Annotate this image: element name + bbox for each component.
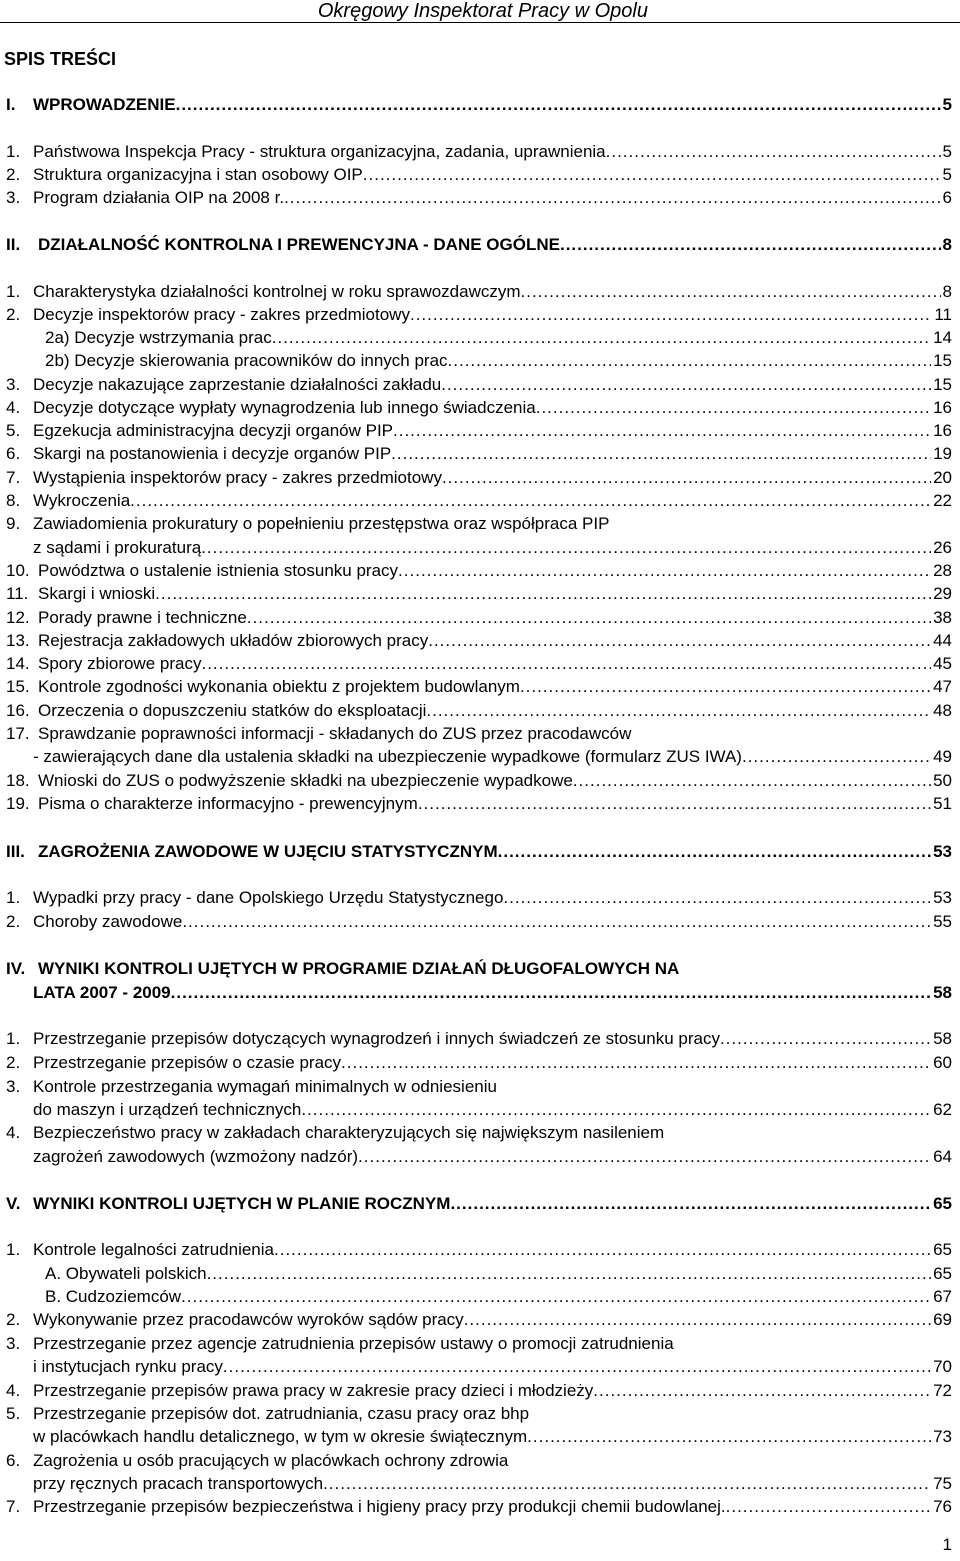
toc-entry-number: 1. <box>6 1240 21 1259</box>
toc-entry-page: 53 <box>933 888 952 907</box>
leader-dots <box>450 1193 931 1215</box>
toc-entry-title: Orzeczenia o dopuszczeniu statków do eksploatacji <box>38 701 427 720</box>
toc-entry-number: 11. <box>6 584 29 603</box>
toc-entry-page: 65 <box>933 1194 952 1213</box>
leader-dots <box>155 583 931 605</box>
toc-entry-number: V. <box>6 1194 21 1213</box>
toc-entry-number: 2. <box>6 1310 21 1329</box>
toc-entry-number: 13. <box>6 631 30 650</box>
toc-entry-title: Skargi na postanowienia i decyzje organów PIP <box>33 444 392 463</box>
toc-entry-number: 9. <box>6 514 21 533</box>
leader-dots <box>503 887 931 909</box>
toc-entry-page: 73 <box>933 1427 952 1446</box>
toc-entry[interactable] <box>6 141 952 163</box>
toc-entry-title: Kontrole przestrzegania wymagań minimalnych w odniesieniu <box>33 1077 497 1096</box>
toc-entry-number: 1. <box>6 142 21 161</box>
toc-entry-number: 3. <box>6 375 21 394</box>
toc-entry-title: Państwowa Inspekcja Pracy - struktura organizacyjna, zadania, uprawnienia <box>33 142 606 161</box>
leader-dots <box>247 607 931 629</box>
toc-entry-page: 26 <box>933 538 952 557</box>
toc-entry-title: i instytucjach rynku pracy <box>33 1357 223 1376</box>
leader-dots <box>521 281 941 303</box>
toc-entry[interactable] <box>6 443 952 465</box>
toc-entry-page: 58 <box>933 1029 952 1048</box>
toc-entry-title: Przestrzeganie przepisów dotyczących wynagrodzeń i innych świadczeń ze stosunku pracy <box>33 1029 720 1048</box>
toc-entry-page: 15 <box>933 375 952 394</box>
toc-entry-page: 58 <box>933 983 952 1002</box>
toc-entry-title: Powództwa o ustalenie istnienia stosunku pracy <box>38 561 399 580</box>
toc-entry[interactable] <box>6 1426 952 1448</box>
leader-dots <box>363 164 941 186</box>
toc-entry-title: w placówkach handlu detalicznego, w tym w okresie świątecznym <box>33 1427 528 1446</box>
toc-entry-title: Egzekucja administracyjna decyzji organów PIP <box>33 421 394 440</box>
toc-entry-page: 8 <box>942 282 952 301</box>
toc-entry-page: 8 <box>942 235 952 254</box>
toc-entry[interactable] <box>6 1450 952 1472</box>
toc-entry-page <box>950 1333 952 1355</box>
toc-entry[interactable] <box>6 676 952 698</box>
toc-entry-title: Decyzje nakazujące zaprzestanie działalności zakładu <box>33 375 442 394</box>
toc-entry[interactable] <box>6 1028 952 1050</box>
leader-dots <box>171 982 931 1004</box>
leader-dots <box>679 958 950 980</box>
leader-dots <box>418 793 931 815</box>
leader-dots <box>181 1286 931 1308</box>
leader-dots <box>742 746 931 768</box>
toc-entry-page: 70 <box>933 1357 952 1376</box>
leader-dots <box>182 911 931 933</box>
toc-entry-number: 19. <box>6 794 30 813</box>
toc-entry-page: 45 <box>933 654 952 673</box>
toc-entry[interactable] <box>6 583 952 605</box>
toc-entry-page <box>950 1076 952 1098</box>
toc-entry-title: Przestrzeganie przez agencje zatrudnienia przepisów ustawy o promocji zatrudnienia <box>33 1334 674 1353</box>
toc-entry-number: 3. <box>6 1334 21 1353</box>
toc-entry-title: - zawierających dane dla ustalenia składki na ubezpieczenie wypadkowe (formularz ZUS IWA) <box>33 747 742 766</box>
toc-entry-page: 62 <box>933 1100 952 1119</box>
toc-entry-page <box>950 513 952 535</box>
toc-entry-number: 1. <box>6 1029 21 1048</box>
leader-dots <box>631 723 950 745</box>
toc-entry-number: 12. <box>6 608 30 627</box>
toc-entry[interactable] <box>6 793 952 815</box>
toc-entry[interactable] <box>6 1333 952 1355</box>
toc-entry[interactable] <box>6 350 952 372</box>
toc-entry-title: 2b) Decyzje skierowania pracowników do innych prac <box>45 351 448 370</box>
toc-title: SPIS TREŚCI <box>4 49 117 69</box>
toc-entry-number: 6. <box>6 1451 21 1470</box>
toc-entry-page <box>950 1403 952 1425</box>
toc-entry[interactable] <box>6 630 952 652</box>
toc-entry-number: III. <box>6 842 25 861</box>
toc-entry-title: WYNIKI KONTROLI UJĘTYCH W PLANIE ROCZNYM <box>33 1194 451 1213</box>
toc-entry-page: 67 <box>933 1287 952 1306</box>
toc-entry-number: I. <box>6 95 16 114</box>
leader-dots <box>529 1403 950 1425</box>
toc-entry-title: Program działania OIP na 2008 r. <box>33 188 285 207</box>
toc-entry-page: 38 <box>933 608 952 627</box>
toc-entry-title: Spory zbiorowe pracy <box>38 654 202 673</box>
toc-entry-number: 17. <box>6 724 30 743</box>
toc-entry-page: 29 <box>933 584 952 603</box>
toc-entry[interactable] <box>6 982 952 1004</box>
toc-entry-page: 64 <box>933 1147 952 1166</box>
toc-entry-title: Wykonywanie przez pracodawców wyroków sądów pracy <box>33 1310 464 1329</box>
header-title: Okręgowy Inspektorat Pracy w Opolu <box>317 0 648 22</box>
leader-dots <box>284 187 940 209</box>
toc-entry-title: WPROWADZENIE <box>33 95 176 114</box>
toc-entry-title: Charakterystyka działalności kontrolnej w roku sprawozdawczym <box>33 282 521 301</box>
toc-entry-page <box>950 1450 952 1472</box>
leader-dots <box>410 304 932 326</box>
toc-entry-title: przy ręcznych pracach transportowych <box>33 1474 324 1493</box>
page-number: 1 <box>942 1535 952 1554</box>
toc-entry[interactable] <box>6 607 952 629</box>
toc-entry-page: 5 <box>942 95 952 114</box>
toc-entry[interactable] <box>6 746 952 768</box>
toc-entry[interactable] <box>6 1286 952 1308</box>
toc-entry[interactable] <box>6 560 952 582</box>
toc-entry-number: 2. <box>6 165 21 184</box>
toc-entry[interactable] <box>6 653 952 675</box>
toc-entry-page: 53 <box>933 842 952 861</box>
toc-entry[interactable] <box>6 1076 952 1098</box>
toc-entry[interactable] <box>6 1099 952 1121</box>
toc-entry-number: 1. <box>6 282 21 301</box>
leader-dots <box>520 676 931 698</box>
toc-entry-title: Kontrole zgodności wykonania obiektu z projektem budowlanym <box>38 677 520 696</box>
toc-entry-title: Zawiadomienia prokuratury o popełnieniu przestępstwa oraz współpraca PIP <box>33 514 610 533</box>
toc-entry-number: 16. <box>6 701 30 720</box>
toc-entry-title: Wykroczenia <box>33 491 131 510</box>
toc-entry-number: 3. <box>6 1077 21 1096</box>
leader-dots <box>536 397 931 419</box>
toc-entry-page: 48 <box>933 701 952 720</box>
toc-entry-title: z sądami i prokuraturą <box>33 538 202 557</box>
toc-entry-title: Struktura organizacyjna i stan osobowy OIP <box>33 165 363 184</box>
leader-dots <box>441 374 931 396</box>
leader-dots <box>272 327 931 349</box>
toc-entry-page: 20 <box>933 468 952 487</box>
toc-entry-title: Skargi i wnioski <box>38 584 156 603</box>
toc-entry-title: Decyzje inspektorów pracy - zakres przedmiotowy <box>33 305 410 324</box>
leader-dots <box>609 513 950 535</box>
leader-dots <box>391 443 931 465</box>
toc-entry-page: 11 <box>934 305 952 324</box>
toc-entry[interactable] <box>6 164 952 186</box>
leader-dots <box>508 1450 950 1472</box>
toc-entry-title: Wystąpienia inspektorów pracy - zakres przedmiotowy <box>33 468 442 487</box>
toc-entry-title: 2a) Decyzje wstrzymania prac <box>45 328 272 347</box>
toc-entry-title: WYNIKI KONTROLI UJĘTYCH W PROGRAMIE DZIAŁAŃ DŁUGOFALOWYCH NA <box>38 959 680 978</box>
toc-entry-number: II. <box>6 235 21 254</box>
toc-entry-page: 51 <box>933 794 952 813</box>
toc-entry-page: 15 <box>933 351 952 370</box>
toc-entry[interactable] <box>6 1193 952 1215</box>
toc-entry-title: Rejestracja zakładowych układów zbiorowych pracy <box>38 631 429 650</box>
toc-entry-title: Sprawdzanie poprawności informacji - składanych do ZUS przez pracodawców <box>38 724 632 743</box>
toc-entry[interactable] <box>6 1496 952 1518</box>
toc-entry-page: 28 <box>933 561 952 580</box>
toc-entry[interactable] <box>6 537 952 559</box>
toc-entry-page: 14 <box>933 328 952 347</box>
toc-entry-number: 18. <box>6 771 30 790</box>
toc-entry[interactable] <box>6 700 952 722</box>
leader-dots <box>176 94 941 116</box>
toc-entry-title: Zagrożenia u osób pracujących w placówkach ochrony zdrowia <box>33 1451 509 1470</box>
toc-entry-title: Decyzje dotyczące wypłaty wynagrodzenia lub innego świadczenia <box>33 398 536 417</box>
toc-entry-title: Przestrzeganie przepisów prawa pracy w zakresie pracy dzieci i młodzieży <box>33 1381 594 1400</box>
toc-entry-number: 2. <box>6 912 21 931</box>
toc-entry-number: 15. <box>6 677 30 696</box>
leader-dots <box>442 467 931 489</box>
page-header <box>0 0 960 23</box>
toc-entry-page: 5 <box>942 142 952 161</box>
toc-entry[interactable] <box>6 1052 952 1074</box>
toc-entry-title: zagrożeń zawodowych (wzmożony nadzór) <box>33 1147 359 1166</box>
leader-dots <box>223 1356 931 1378</box>
toc-entry-page: 72 <box>933 1381 952 1400</box>
toc-entry-page <box>950 1122 952 1144</box>
leader-dots <box>573 770 931 792</box>
leader-dots <box>301 1099 931 1121</box>
toc-entry[interactable] <box>6 1263 952 1285</box>
toc-entry[interactable] <box>6 1380 952 1402</box>
toc-entry[interactable] <box>6 327 952 349</box>
toc-entry-title: Przestrzeganie przepisów dot. zatrudniania, czasu pracy oraz bhp <box>33 1404 530 1423</box>
toc-entry-number: 4. <box>6 398 21 417</box>
toc-entry-title: Wnioski do ZUS o podwyższenie składki na ubezpieczenie wypadkowe <box>38 771 573 790</box>
toc-entry[interactable] <box>6 723 952 745</box>
toc-entry[interactable] <box>6 374 952 396</box>
leader-dots <box>201 537 931 559</box>
toc-entry-title: Kontrole legalności zatrudnienia <box>33 1240 274 1259</box>
leader-dots <box>527 1426 931 1448</box>
toc-entry-page: 16 <box>933 421 952 440</box>
toc-entry-title: ZAGROŻENIA ZAWODOWE W UJĘCIU STATYSTYCZNYM <box>38 842 498 861</box>
toc-entry-title: do maszyn i urządzeń technicznych <box>33 1100 302 1119</box>
toc-entry-page: 55 <box>933 912 952 931</box>
toc-entry[interactable] <box>6 187 952 209</box>
toc-entry[interactable] <box>6 1403 952 1425</box>
toc-entry-title: Przestrzeganie przepisów bezpieczeństwa i higieny pracy przy produkcji chemii budowlanej. <box>33 1497 726 1516</box>
leader-dots <box>664 1122 950 1144</box>
leader-dots <box>464 1309 931 1331</box>
toc-entry[interactable] <box>6 841 952 863</box>
toc-entry-page: 5 <box>942 165 952 184</box>
toc-entry[interactable] <box>6 1146 952 1168</box>
leader-dots <box>606 141 941 163</box>
toc-entry[interactable] <box>6 911 952 933</box>
leader-dots <box>323 1473 931 1495</box>
toc-entry-number: 8. <box>6 491 21 510</box>
toc-entry[interactable] <box>6 281 952 303</box>
toc-entry-page: 76 <box>933 1497 952 1516</box>
toc-entry-number: 6. <box>6 444 21 463</box>
leader-dots <box>201 653 931 675</box>
toc-entry-page: 44 <box>933 631 952 650</box>
toc-entry[interactable] <box>6 1309 952 1331</box>
toc-entry[interactable] <box>6 397 952 419</box>
toc-entry[interactable] <box>6 958 952 980</box>
toc-entry-title: B. Cudzoziemców <box>45 1287 182 1306</box>
toc-entry-page: 65 <box>933 1264 952 1283</box>
toc-entry-number: 7. <box>6 1497 21 1516</box>
leader-dots <box>207 1263 932 1285</box>
toc-entry-number: 4. <box>6 1381 21 1400</box>
toc-entry-number: 5. <box>6 1404 21 1423</box>
toc-entry-number: 2. <box>6 305 21 324</box>
toc-entry-number: 3. <box>6 188 21 207</box>
toc-entry-number: 1. <box>6 888 21 907</box>
toc-entry[interactable] <box>6 234 952 256</box>
toc-entry-page: 16 <box>933 398 952 417</box>
leader-dots <box>498 841 931 863</box>
toc-entry-number: 10. <box>6 561 30 580</box>
toc-entry-title: Wypadki przy pracy - dane Opolskiego Urzędu Statystycznego <box>33 888 504 907</box>
toc-entry-page: 60 <box>933 1053 952 1072</box>
toc-entry-number: 4. <box>6 1123 21 1142</box>
leader-dots <box>341 1052 931 1074</box>
leader-dots <box>720 1028 931 1050</box>
leader-dots <box>593 1380 931 1402</box>
leader-dots <box>726 1496 931 1518</box>
leader-dots <box>393 420 931 442</box>
toc-entry-page: 22 <box>933 491 952 510</box>
toc-entry[interactable] <box>6 304 952 326</box>
toc-entry-page <box>950 723 952 745</box>
toc-entry[interactable] <box>6 1356 952 1378</box>
toc-entry[interactable] <box>6 1473 952 1495</box>
toc-entry[interactable] <box>6 1239 952 1261</box>
toc-entry-page: 6 <box>942 188 952 207</box>
toc-entry-page: 69 <box>933 1310 952 1329</box>
toc-entry[interactable] <box>6 513 952 535</box>
leader-dots <box>426 700 931 722</box>
toc-entry-title: Choroby zawodowe <box>33 912 183 931</box>
toc-entry-page: 50 <box>933 771 952 790</box>
leader-dots <box>358 1146 931 1168</box>
toc-entry-title: A. Obywateli polskich <box>45 1264 207 1283</box>
toc-entry-title: LATA 2007 - 2009 <box>33 983 171 1002</box>
leader-dots <box>448 350 932 372</box>
toc-entry[interactable] <box>6 467 952 489</box>
leader-dots <box>274 1239 931 1261</box>
toc-entry-title: Pisma o charakterze informacyjno - prewencyjnym <box>38 794 418 813</box>
toc-entry[interactable] <box>6 94 952 116</box>
toc-entry-title: Przestrzeganie przepisów o czasie pracy <box>33 1053 342 1072</box>
leader-dots <box>428 630 931 652</box>
toc-entry-page: 47 <box>933 677 952 696</box>
toc-entry[interactable] <box>6 770 952 792</box>
toc-entry-page: 75 <box>933 1474 952 1493</box>
toc-entry-page: 19 <box>933 444 952 463</box>
toc-entry-number: 5. <box>6 421 21 440</box>
toc-entry-page <box>950 958 952 980</box>
toc-entry-number: 2. <box>6 1053 21 1072</box>
toc-entry-number: 14. <box>6 654 30 673</box>
leader-dots <box>674 1333 950 1355</box>
toc-entry-title: Porady prawne i techniczne <box>38 608 247 627</box>
toc-entry-title: DZIAŁALNOŚĆ KONTROLNA I PREWENCYJNA - DANE OGÓLNE <box>38 235 560 254</box>
toc-entry-title: Bezpieczeństwo pracy w zakładach charakteryzujących się największym nasileniem <box>33 1123 665 1142</box>
toc-entry-number: 7. <box>6 468 21 487</box>
toc-entry[interactable] <box>6 490 952 512</box>
leader-dots <box>497 1076 950 1098</box>
toc-entry-page: 49 <box>933 747 952 766</box>
toc-entry-number: IV. <box>6 959 26 978</box>
toc-entry[interactable] <box>6 887 952 909</box>
leader-dots <box>130 490 931 512</box>
toc-entry[interactable] <box>6 420 952 442</box>
leader-dots <box>560 234 941 256</box>
toc-entry[interactable] <box>6 1122 952 1144</box>
leader-dots <box>398 560 931 582</box>
toc-entry-page: 65 <box>933 1240 952 1259</box>
